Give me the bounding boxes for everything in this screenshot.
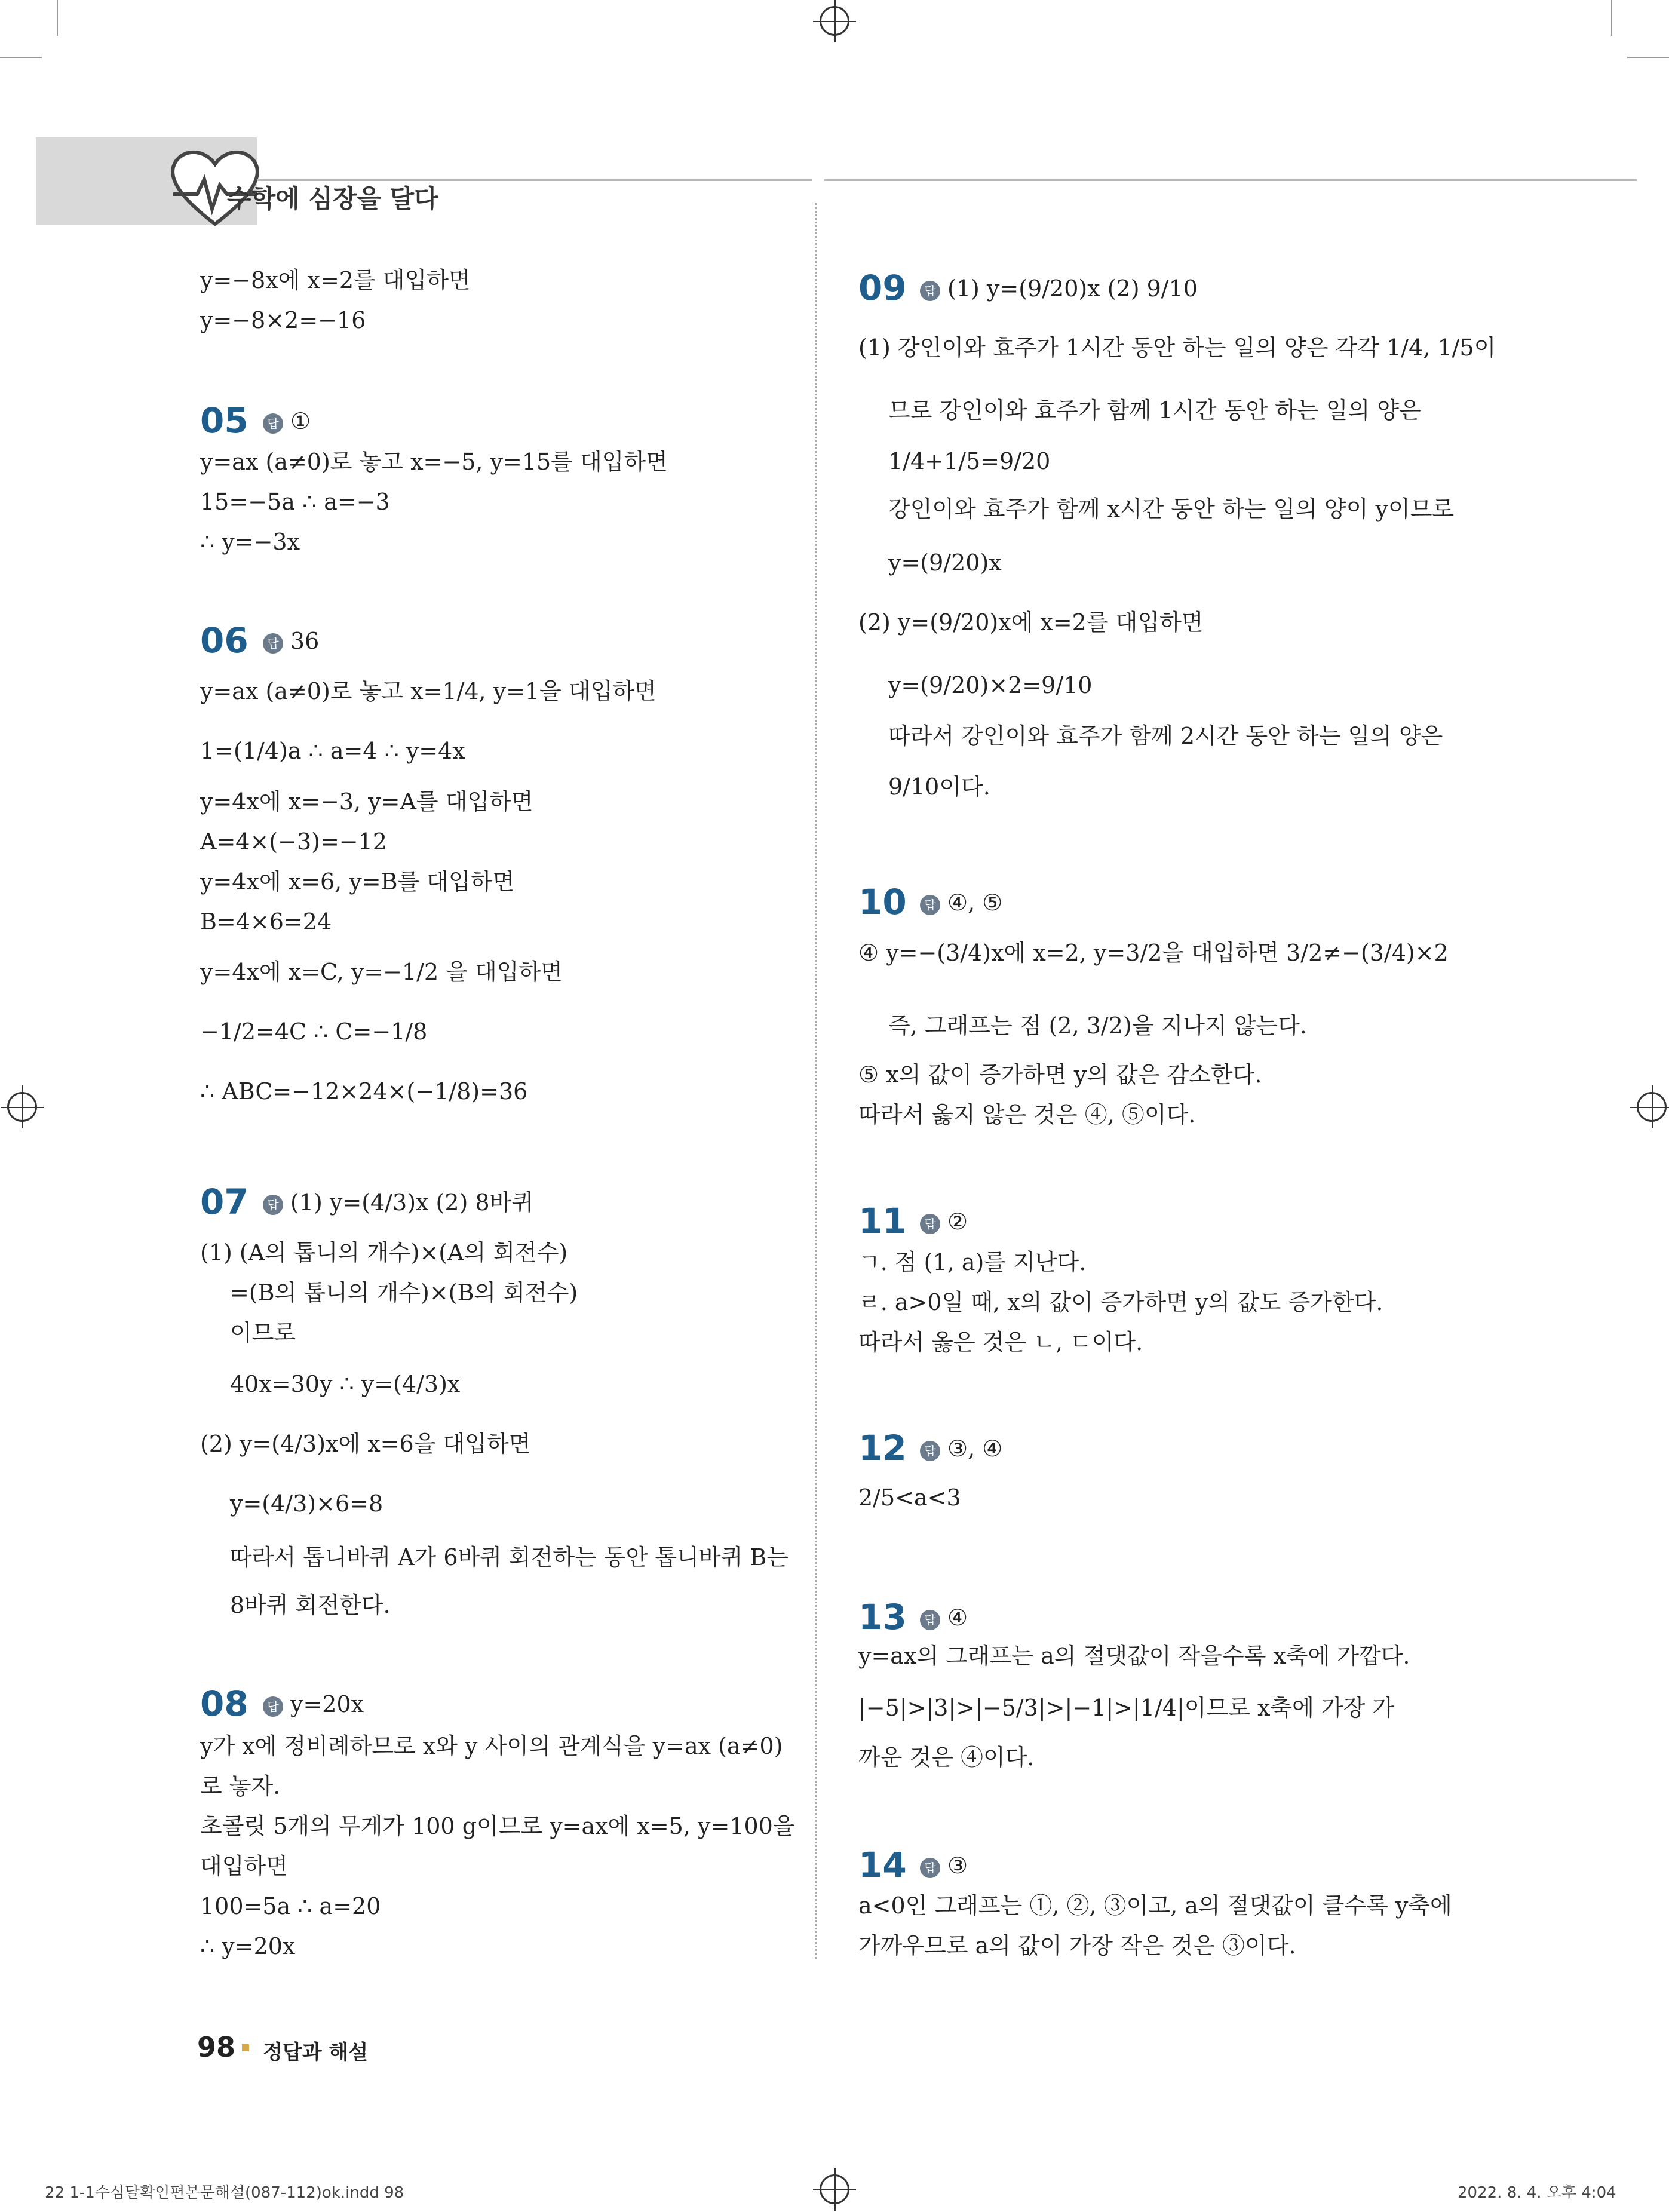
text-line: ⑤ x의 값이 증가하면 y의 값은 감소한다. [858,1061,1262,1088]
problem-number: 07 [200,1182,248,1222]
answer-text: ④ [947,1604,968,1631]
text-line: 따라서 톱니바퀴 A가 6바퀴 회전하는 동안 톱니바퀴 B는 [230,1544,789,1570]
problem-number: 09 [858,268,907,308]
text-line: |−5|>|3|>|−5/3|>|−1|>|1/4|이므로 x축에 가장 가 [858,1695,1395,1721]
answer-text: ② [947,1208,968,1235]
problem-number: 10 [858,882,907,922]
text-line: 초콜릿 5개의 무게가 100 g이므로 y=ax에 x=5, y=100을 [200,1813,795,1839]
text-line: 가까우므로 a의 값이 가장 작은 것은 ③이다. [858,1932,1296,1959]
answer-badge-icon: 답 [920,1858,940,1878]
text-line: y=(4/3)×6=8 [230,1490,383,1517]
text-line: 까운 것은 ④이다. [858,1744,1035,1771]
text-line: ∴ ABC=−12×24×(−1/8)=36 [200,1078,528,1105]
column-divider [815,203,817,1959]
print-slug-file: 22 1-1수심달확인편본문해설(087-112)ok.indd 98 [45,2184,404,2202]
answer-badge-icon: 답 [263,413,283,434]
text-line: 따라서 강인이와 효주가 함께 2시간 동안 하는 일의 양은 [888,723,1443,749]
answer-text: (1) y=(4/3)x (2) 8바퀴 [290,1189,534,1216]
text-line: A=4×(−3)=−12 [200,829,387,855]
answer-text: 36 [290,628,320,654]
problem-number: 05 [200,400,248,441]
text-line: ㄱ. 점 (1, a)를 지난다. [858,1249,1087,1275]
answer-text: ④, ⑤ [947,889,1003,916]
answer-text: ③, ④ [947,1435,1003,1462]
text-line: y=(9/20)×2=9/10 [888,672,1093,698]
text-line: a<0인 그래프는 ①, ②, ③이고, a의 절댓값이 클수록 y축에 [858,1892,1452,1919]
answer-badge-icon: 답 [920,1441,940,1461]
text-line: ④ y=−(3/4)x에 x=2, y=3/2을 대입하면 3/2≠−(3/4)×2 [858,940,1449,966]
problem-number: 06 [200,620,248,661]
text-line: 8바퀴 회전한다. [230,1592,391,1618]
text-line: (2) y=(9/20)x에 x=2를 대입하면 [858,609,1204,636]
answer-text: ③ [947,1852,968,1879]
print-slug-date: 2022. 8. 4. 오후 4:04 [1458,2184,1616,2202]
problem-number: 13 [858,1597,907,1637]
text-line: y=ax (a≠0)로 놓고 x=−5, y=15를 대입하면 [200,449,668,475]
answer-text: (1) y=(9/20)x (2) 9/10 [947,275,1198,302]
text-line: y=−8x에 x=2를 대입하면 [200,267,471,293]
text-line: 이므로 [230,1320,296,1346]
footer-bullet-icon [242,2044,249,2051]
problem-number: 11 [858,1201,907,1241]
text-line: 15=−5a ∴ a=−3 [200,489,390,515]
problem-number: 12 [858,1428,907,1468]
answer-text: ① [290,408,311,434]
text-line: 즉, 그래프는 점 (2, 3/2)을 지나지 않는다. [888,1013,1307,1039]
problem-number: 14 [858,1845,907,1885]
registration-mark-icon [820,6,849,36]
text-line: y=4x에 x=C, y=−1/2 을 대입하면 [200,959,563,985]
crop-mark [1627,57,1669,58]
answer-badge-icon: 답 [263,633,283,654]
text-line: 1/4+1/5=9/20 [888,448,1051,474]
text-line: ∴ y=20x [200,1933,296,1959]
text-line: (1) (A의 톱니의 개수)×(A의 회전수) [200,1240,568,1266]
text-line: y=4x에 x=−3, y=A를 대입하면 [200,789,533,815]
text-line: 로 놓자. [200,1773,281,1799]
text-line: y=(9/20)x [888,550,1002,576]
text-line: 1=(1/4)a ∴ a=4 ∴ y=4x [200,738,465,764]
text-line: −1/2=4C ∴ C=−1/8 [200,1018,428,1045]
text-line: y=ax (a≠0)로 놓고 x=1/4, y=1을 대입하면 [200,678,656,704]
text-line: ∴ y=−3x [200,529,300,555]
header-title: 수학에 심장을 달다 [227,184,438,213]
footer-label: 정답과 해설 [263,2041,369,2064]
answer-badge-icon: 답 [263,1195,283,1215]
text-line: y가 x에 정비례하므로 x와 y 사이의 관계식을 y=ax (a≠0) [200,1733,783,1759]
text-line: ㄹ. a>0일 때, x의 값이 증가하면 y의 값도 증가한다. [858,1289,1383,1315]
header-rule [824,179,1637,181]
text-line: 강인이와 효주가 함께 x시간 동안 하는 일의 양이 y이므로 [888,496,1455,522]
registration-mark-icon [1637,1092,1667,1122]
text-line: y=ax의 그래프는 a의 절댓값이 작을수록 x축에 가깝다. [858,1643,1410,1669]
text-line: y=−8×2=−16 [200,307,366,333]
crop-mark [0,57,42,58]
answer-badge-icon: 답 [920,895,940,915]
text-line: 대입하면 [200,1853,288,1879]
text-line: (1) 강인이와 효주가 1시간 동안 하는 일의 양은 각각 1/4, 1/5이 [858,335,1496,361]
text-line: (2) y=(4/3)x에 x=6을 대입하면 [200,1431,531,1457]
crop-mark [57,0,58,36]
text-line: =(B의 톱니의 개수)×(B의 회전수) [230,1280,578,1306]
answer-badge-icon: 답 [920,1610,940,1630]
answer-text: y=20x [290,1691,364,1717]
text-line: B=4×6=24 [200,909,332,935]
text-line: 100=5a ∴ a=20 [200,1893,381,1919]
text-line: 9/10이다. [888,774,990,800]
text-line: y=4x에 x=6, y=B를 대입하면 [200,869,515,895]
text-line: 40x=30y ∴ y=(4/3)x [230,1371,461,1397]
answer-badge-icon: 답 [920,1214,940,1234]
header-rule [257,179,812,181]
crop-mark [1611,0,1612,36]
text-line: 므로 강인이와 효주가 함께 1시간 동안 하는 일의 양은 [888,397,1421,424]
problem-number: 08 [200,1683,248,1724]
answer-badge-icon: 답 [263,1696,283,1717]
text-line: 2/5<a<3 [858,1484,961,1511]
answer-badge-icon: 답 [920,281,940,301]
text-line: 따라서 옳지 않은 것은 ④, ⑤이다. [858,1102,1196,1128]
text-line: 따라서 옳은 것은 ㄴ, ㄷ이다. [858,1329,1143,1355]
page-number: 98 [197,2031,236,2063]
registration-mark-icon [820,2174,849,2204]
registration-mark-icon [7,1092,37,1122]
